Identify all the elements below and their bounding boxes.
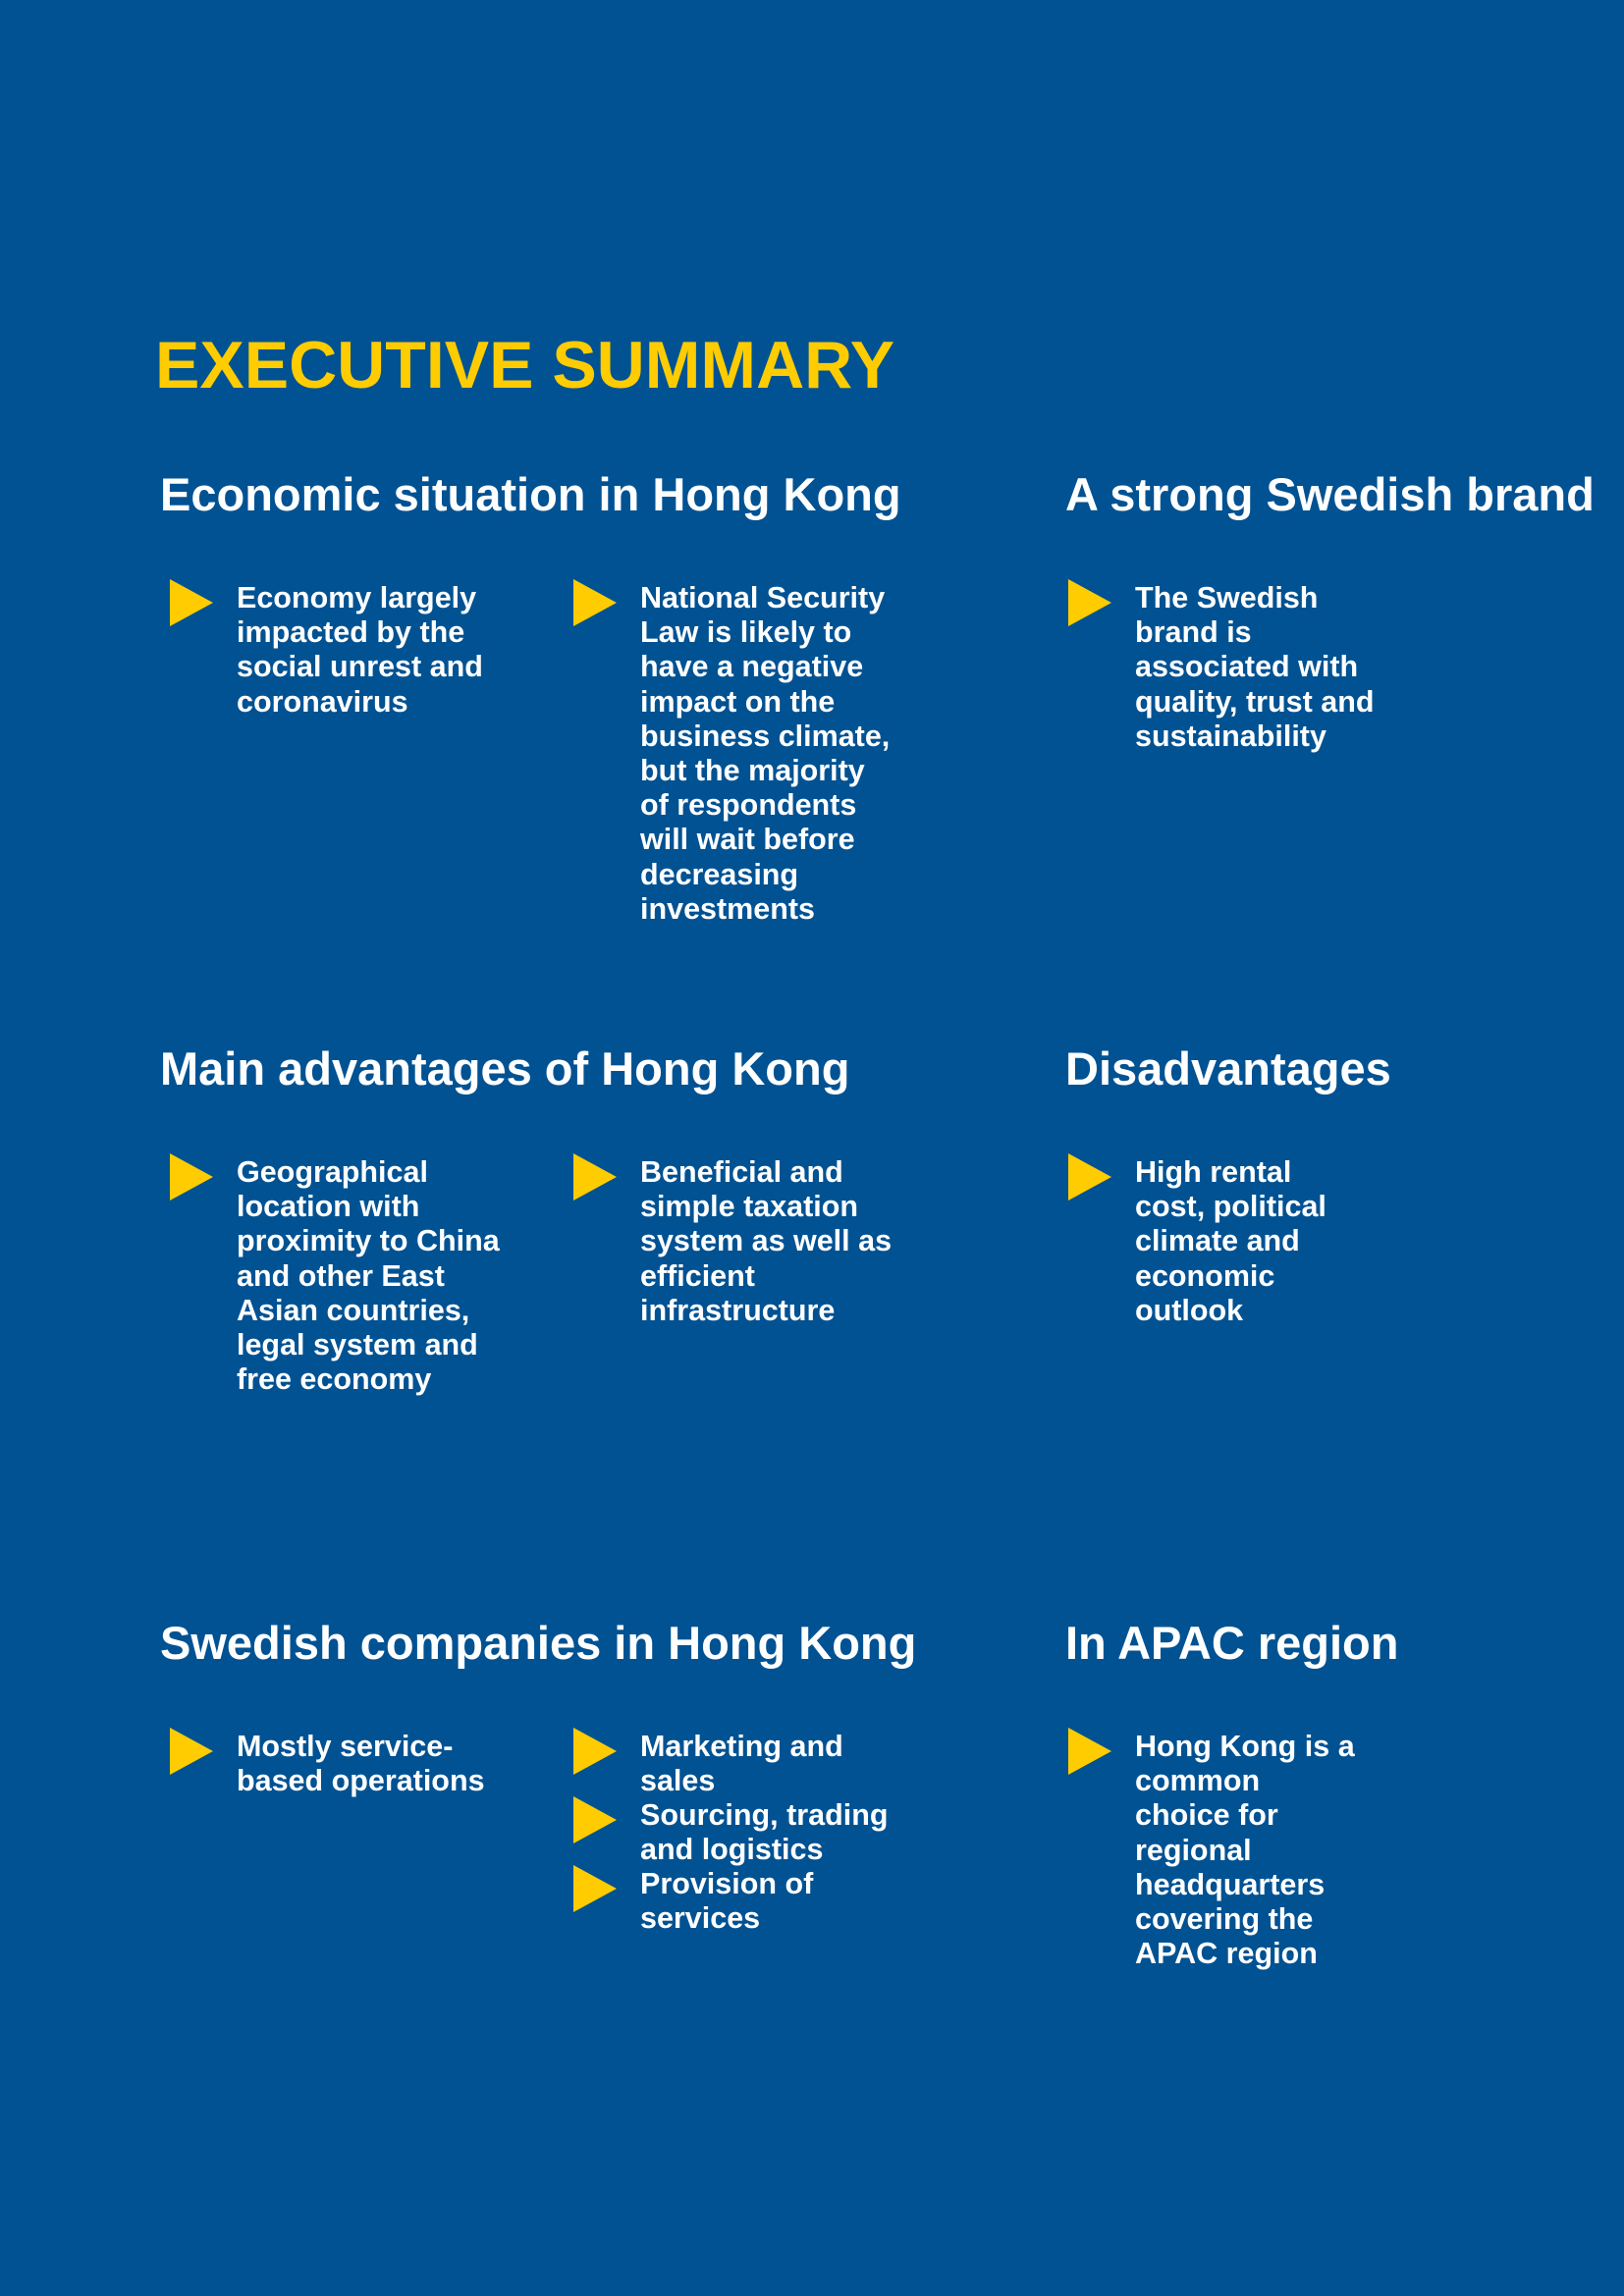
bullet-line: High rental — [1135, 1155, 1292, 1189]
yellow-arrow-icon — [573, 1153, 617, 1201]
bullet-line: coronavirus — [237, 684, 408, 719]
bullet-line: common — [1135, 1764, 1261, 1798]
bullet-line: climate and — [1135, 1224, 1300, 1258]
bullet-line: proximity to China — [237, 1224, 500, 1258]
bullet-text — [640, 1730, 843, 1798]
bullet-line: investments — [640, 891, 815, 926]
bullet-line: simple taxation — [640, 1190, 859, 1224]
section-heading-swedish-companies: Swedish companies in Hong Kong — [160, 1617, 917, 1669]
bullet-line: decreasing — [640, 857, 799, 891]
page-title: EXECUTIVE SUMMARY — [155, 328, 895, 402]
bullet-line: efficient — [640, 1258, 755, 1293]
yellow-arrow-icon — [170, 1728, 213, 1775]
yellow-arrow-icon — [573, 579, 617, 626]
bullet-line: infrastructure — [640, 1293, 836, 1327]
section-heading-economic-situation: Economic situation in Hong Kong — [160, 468, 901, 520]
bullet-line: Law is likely to — [640, 615, 852, 650]
yellow-arrow-icon — [170, 1153, 213, 1201]
bullet-line: Mostly service- — [237, 1730, 454, 1763]
bullet-line: The Swedish — [1135, 581, 1319, 614]
bullet-text — [640, 1867, 813, 1936]
yellow-arrow-icon — [573, 1796, 617, 1843]
bullet-line: location with — [237, 1190, 420, 1224]
bullet-line: social unrest and — [237, 650, 483, 684]
bullet-line: business climate, — [640, 719, 891, 753]
bullet-text — [1135, 581, 1374, 754]
bullet-text — [1135, 1730, 1355, 1971]
bullet-line: based operations — [237, 1764, 485, 1798]
bullet-line: will wait before — [640, 823, 855, 857]
bullet-line: impact on the — [640, 684, 836, 719]
yellow-arrow-icon — [1068, 579, 1111, 626]
bullet-line: and logistics — [640, 1833, 824, 1867]
bullet-text — [640, 1798, 888, 1867]
bullet-line: have a negative — [640, 650, 864, 684]
bullet-line: Beneficial and — [640, 1155, 843, 1189]
bullet-text — [237, 581, 483, 720]
section-heading-disadvantages: Disadvantages — [1065, 1042, 1391, 1095]
bullet-line: regional — [1135, 1833, 1252, 1867]
yellow-arrow-icon — [573, 1728, 617, 1775]
bullet-text — [237, 1730, 485, 1798]
bullet-line: Hong Kong is a — [1135, 1730, 1355, 1763]
yellow-arrow-icon — [1068, 1153, 1111, 1201]
bullet-line: Sourcing, trading — [640, 1798, 889, 1832]
bullet-line: free economy — [237, 1362, 432, 1397]
section-heading-swedish-brand: A strong Swedish brand — [1065, 468, 1595, 520]
bullet-line: but the majority — [640, 754, 865, 788]
section-heading-main-advantages: Main advantages of Hong Kong — [160, 1042, 850, 1095]
bullet-line: system as well as — [640, 1224, 893, 1258]
yellow-arrow-icon — [170, 579, 213, 626]
yellow-arrow-icon — [1068, 1728, 1111, 1775]
bullet-line: cost, political — [1135, 1190, 1326, 1224]
bullet-line: sustainability — [1135, 719, 1326, 753]
bullet-line: covering the — [1135, 1902, 1314, 1937]
bullet-line: Marketing and — [640, 1730, 843, 1763]
bullet-line: of respondents — [640, 788, 857, 823]
section-heading-apac-region: In APAC region — [1065, 1617, 1399, 1669]
bullet-text — [1135, 1155, 1326, 1328]
bullet-line: impacted by the — [237, 615, 465, 650]
bullet-line: National Security — [640, 581, 886, 614]
bullet-line: Economy largely — [237, 581, 477, 614]
bullet-line: economic — [1135, 1258, 1275, 1293]
bullet-line: and other East — [237, 1258, 445, 1293]
bullet-line: quality, trust and — [1135, 684, 1375, 719]
bullet-line: choice for — [1135, 1798, 1278, 1833]
bullet-line: legal system and — [237, 1328, 478, 1362]
bullet-line: brand is — [1135, 615, 1252, 650]
bullet-line: sales — [640, 1764, 716, 1798]
bullet-text — [640, 581, 890, 927]
bullet-text — [640, 1155, 892, 1328]
bullet-text — [237, 1155, 500, 1397]
bullet-line: Provision of — [640, 1867, 814, 1900]
yellow-arrow-icon — [573, 1865, 617, 1912]
bullet-line: outlook — [1135, 1293, 1244, 1327]
bullet-line: services — [640, 1901, 761, 1936]
bullet-line: associated with — [1135, 650, 1359, 684]
bullet-line: Asian countries, — [237, 1293, 470, 1327]
bullet-line: Geographical — [237, 1155, 428, 1189]
bullet-line: headquarters — [1135, 1867, 1326, 1901]
bullet-line: APAC region — [1135, 1937, 1318, 1971]
